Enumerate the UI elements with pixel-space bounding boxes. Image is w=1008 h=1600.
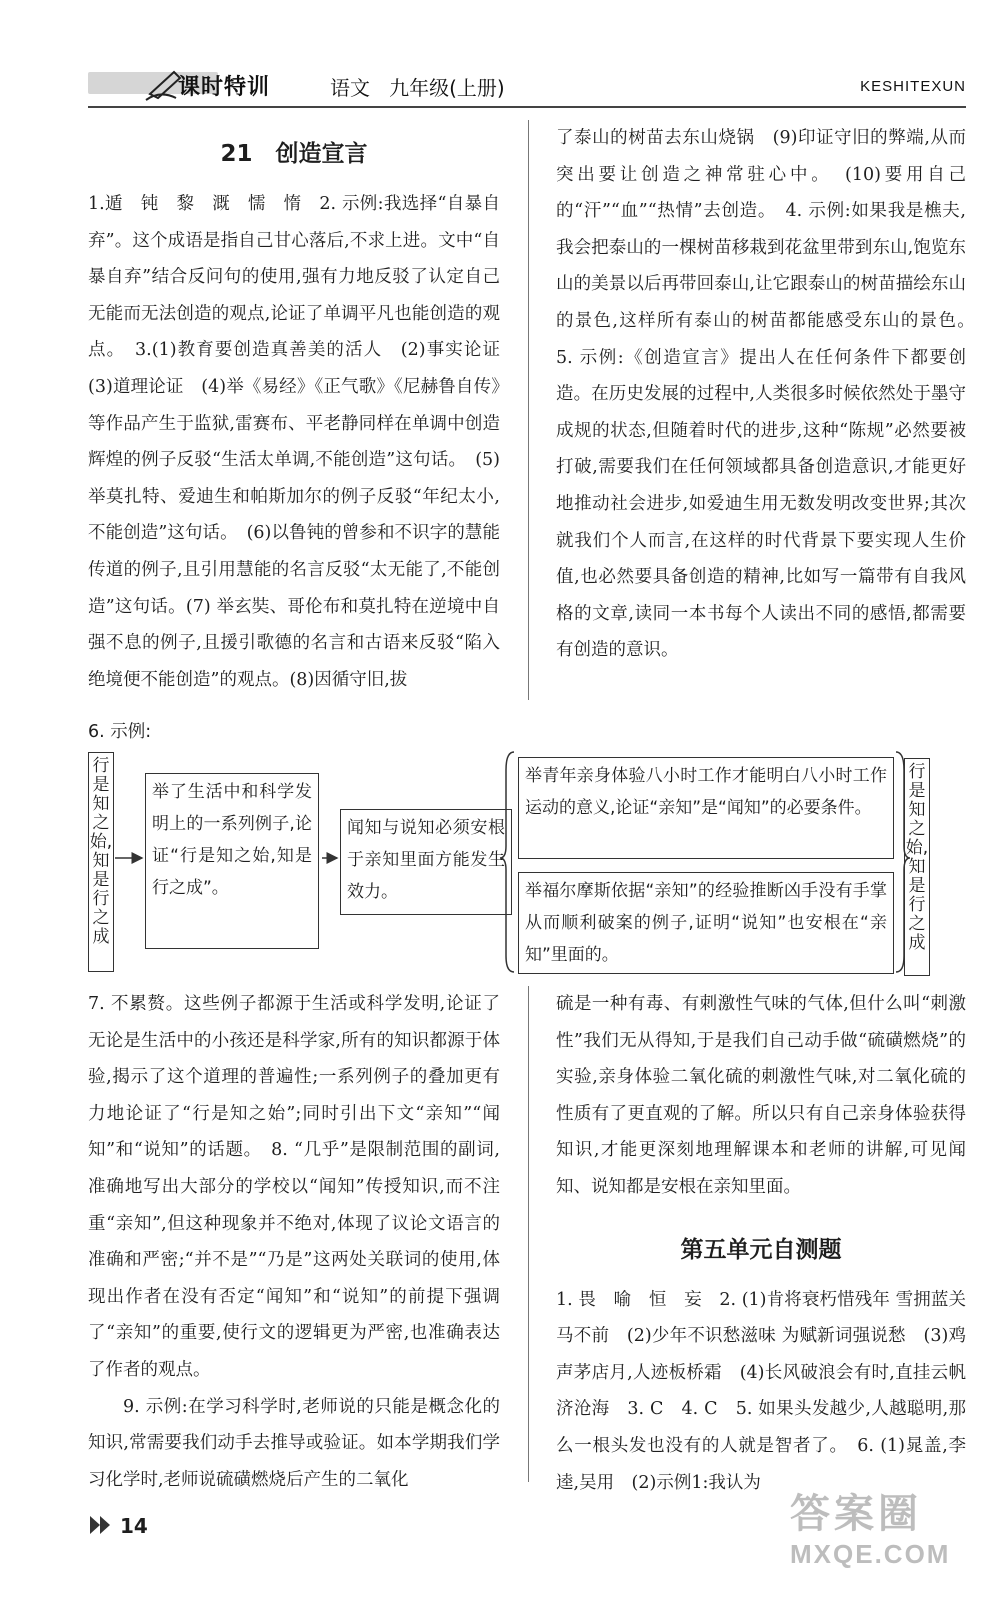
answer-paragraph: 硫是一种有毒、有刺激性气味的气体,但什么叫“刺激性”我们无从得知,于是我们自己动手做“硫磺燃烧”的实验,亲身体验二氧化硫的刺激性气味,对二氧化硫的性质有了更直观的了解。所以只有自己亲身体验获得知识,才能更深刻地理解课本和老师的讲解,可见闻知、说知都是安根在亲知里面。 bbox=[556, 994, 966, 1197]
right-brace bbox=[896, 752, 910, 972]
watermark-logo-text: 答案圈 bbox=[790, 1491, 922, 1537]
section-title: 21 创造宣言 bbox=[220, 141, 368, 167]
column-divider bbox=[528, 986, 529, 1482]
series-logo-text: 课时特训 bbox=[178, 75, 271, 100]
watermark bbox=[790, 1482, 980, 1590]
double-chevron-icon bbox=[88, 1514, 114, 1536]
answer-paragraph: 9. 示例:在学习科学时,老师说的只能是概念化的知识,常需要我们动手去推导或验证。如本学期我们学习化学时,老师说硫磺燃烧后产生的二氧化 bbox=[88, 1396, 500, 1490]
answer-paragraph: 1. 畏 喻 恒 妄 2. (1)肯将衰朽惜残年 雪拥蓝关马不前 (2)少年不识愁滋味 为赋新词强说愁 (3)鸡声茅店月,人迹板桥霜 (4)长风破浪会有时,直挂云帆济沧海 3. C 4. C 5. 如果头发越少,人越聪明,那么一根头发也没有的人就是智者了。 6. (1)晁盖,李逵,吴用 (2)示例1:我认为 bbox=[556, 1289, 966, 1493]
watermark-url: MXQE.COM bbox=[790, 1539, 951, 1569]
diagram-intro: 6. 示例: bbox=[88, 722, 152, 742]
diagram-box-thesis: 闻知与说知必须安根于亲知里面方能发生效力。 bbox=[340, 809, 512, 915]
answer-paragraph: 1.遁 钝 黎 溉 懦 惰 2. 示例:我选择“自暴自弃”。这个成语是指自己甘心落后,不求上进。文中“自暴自弃”结合反问句的使用,强有力地反驳了认定自己无能而无法创造的观点,论证了单调平凡也能创造的观点。 3.(1)教育要创造真善美的活人 (2)事实论证 (3)道理论证 (4)举《易经》《正气歌》《尼赫鲁自传》等作品产生于监狱,雷赛布、平老静同样在单调中创造辉煌的例子反驳“生活太单调,不能创造”这句话。 (5)举莫扎特、爱迪生和帕斯加尔的例子反驳“年纪太小,不能创造”这句话。 (6)以鲁钝的曾参和不识字的慧能传道的例子,且引用慧能的名言反驳“太无能了,不能创造”这句话。(7) 举玄奘、哥伦布和莫扎特在逆境中自强不息的例子,且援引歌德的名言和古语来反驳“陷入绝境便不能创造”的观点。(8)因循守旧,拔 bbox=[88, 194, 518, 690]
diagram-box-youth-example: 举青年亲身体验八小时工作才能明白八小时工作运动的意义,论证“亲知”是“闻知”的必要条件。 bbox=[518, 757, 894, 859]
answer-paragraph: 了泰山的树苗去东山烧锅 (9)印证守旧的弊端,从而突出要让创造之神常驻心中。 (10)要用自己的“汗”“血”“热情”去创造。 4. 示例:如果我是樵夫,我会把泰山的一棵树苗移栽到花盆里带到东山,饱览东山的美景以后再带回泰山,让它跟泰山的树苗描绘东山的景色,这样所有泰山的树苗都能感受东山的景色。 5. 示例:《创造宣言》提出人在任何条件下都要创造。在历史发展的过程中,人类很多时候依然处于墨守成规的状态,但随着时代的进步,这种“陈规”必然要被打破,需要我们在任何领域都具备创造意识,才能更好地推动社会进步,如爱迪生用无数发明改变世界;其次就我们个人而言,在这样的时代背景下要实现人生价值,也必然要具备创造的精神,比如写一篇带有自我风格的文章,读同一本书每个人读出不同的感悟,都需要有创造的意识。 bbox=[556, 128, 984, 661]
diagram-right-label: 行是知之始,知是行之成 bbox=[904, 758, 930, 976]
left-bottom-column bbox=[88, 986, 500, 1498]
diagram-box-examples: 举了生活中和科学发明上的一系列例子,论证“行是知之始,知是行之成”。 bbox=[145, 773, 319, 949]
right-bottom-column bbox=[556, 986, 966, 1501]
subject: 语文 bbox=[330, 76, 370, 100]
left-brace bbox=[500, 752, 514, 972]
diagram-left-label: 行是知之始,知是行之成 bbox=[88, 752, 114, 972]
page-number: 14 bbox=[120, 1514, 148, 1538]
answer-paragraph: 7. 不累赘。这些例子都源于生活或科学发明,论证了无论是生活中的小孩还是科学家,所有的知识都源于体验,揭示了这个道理的普遍性;一系列例子的叠加更有力地论证了“行是知之始”;同时引出下文“亲知”“闻知”和“说知”的话题。 8. “几乎”是限制范围的副词,准确地写出大部分的学校以“闻知”传授知识,而不注重“亲知”,但这种现象并不绝对,体现了议论文语言的准确和严密;“并不是”“乃是”这两处关联词的使用,体现出作者在没有否定“闻知”和“说知”的前提下强调了“亲知”的重要,使行文的逻辑更为严密,也准确表达了作者的观点。 bbox=[88, 994, 500, 1380]
grade: 九年级(上册) bbox=[389, 76, 505, 100]
diagram-box-holmes-example: 举福尔摩斯依据“亲知”的经验推断凶手没有手掌从而顺利破案的例子,证明“说知”也安根在“亲知”里面的。 bbox=[518, 872, 894, 974]
brand-text: KESHITEXUN bbox=[860, 78, 966, 95]
section-title: 第五单元自测题 bbox=[680, 1236, 842, 1263]
